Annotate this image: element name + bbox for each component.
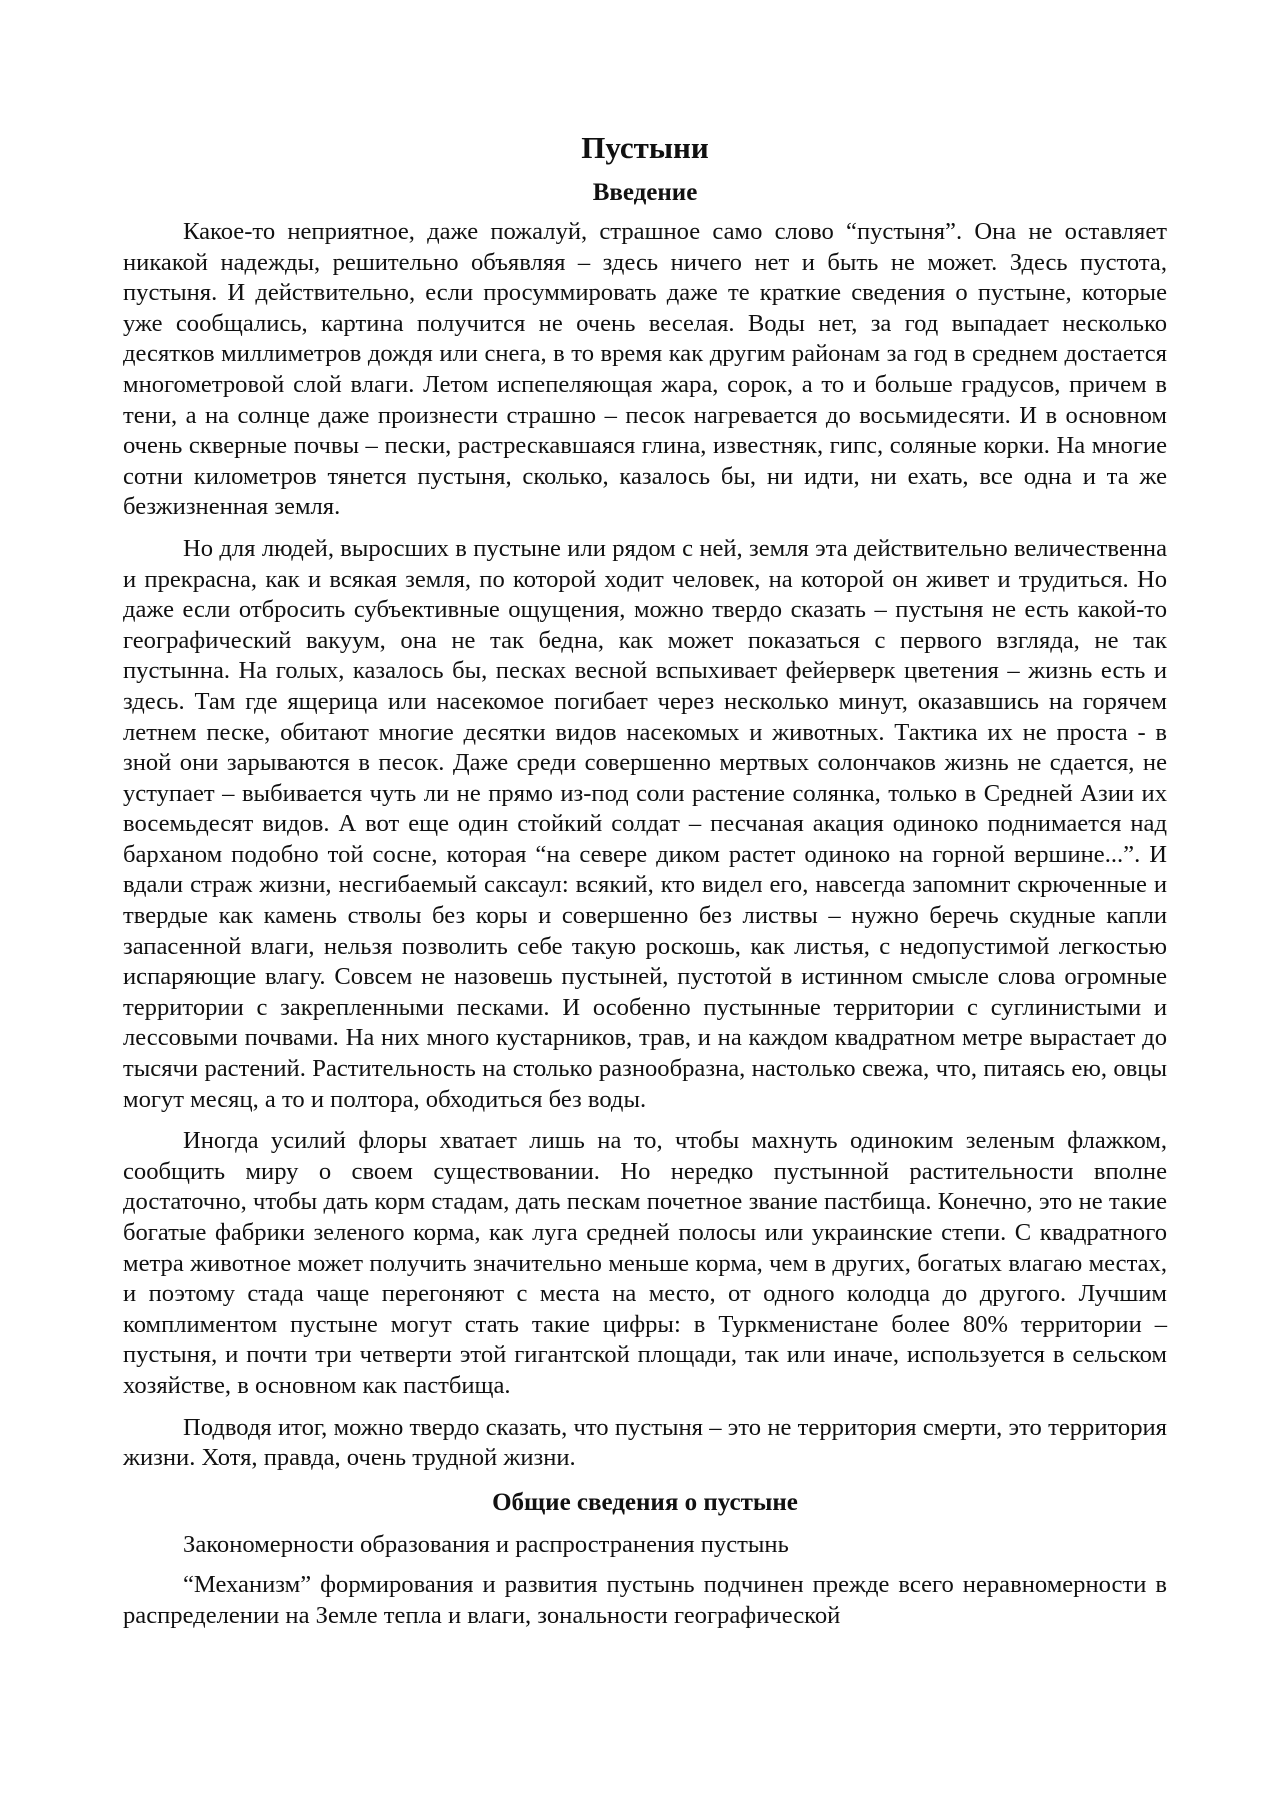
section-heading: Общие сведения о пустыне — [492, 1488, 798, 1516]
intro-paragraph-1: Какое-то неприятное, даже пожалуй, страшное само слово “пустыня”. Она не оставляет никакой надежды, решительно объявляя – здесь ничего нет и быть не может. Здесь пустота, пустыня. И действительно, если просуммировать даже те краткие сведения о пустыне, которые уже сообщались, картина получится не очень веселая. Воды нет, за год выпадает несколько десятков миллиметров дождя или снега, в то время как другим районам за год в среднем достается многометровой слой влаги. Летом испепеляющая жара, сорок, а то и больше градусов, причем в тени, а на солнце даже произнести страшно – песок нагревается до восьмидесяти. И в основном очень скверные почвы – пески, растрескавшаяся глина, известняк, гипс, соляные корки. На многие сотни километров тянется пустыня, сколько, казалось бы, ни идти, ни ехать, все одна и та же безжизненная земля. — [123, 218, 1167, 521]
document-page — [123, 118, 1167, 1632]
section-paragraph: “Механизм” формирования и развития пустынь подчинен прежде всего неравномерности в распределении на Земле тепла и влаги, зональности географической — [123, 1571, 1167, 1629]
intro-paragraph-4: Подводя итог, можно твердо сказать, что пустыня – это не территория смерти, это территория жизни. Хотя, правда, очень трудной жизни. — [123, 1413, 1167, 1472]
intro-paragraph-2: Но для людей, выросших в пустыне или рядом с ней, земля эта действительно величественна и прекрасна, как и всякая земля, по которой ходит человек, на которой он живет и трудиться. Но даже если отбросить субъективные ощущения, можно твердо сказать – пустыня не есть какой-то географический вакуум, она не так бедна, как может показаться с первого взгляда, не так пустынна. На голых, казалось бы, песках весной вспыхивает фейерверк цветения – жизнь есть и здесь. Там где ящерица или насекомое погибает через несколько минут, оказавшись на горячем летнем песке, обитают многие десятки видов насекомых и животных. Тактика их не проста - в зной они зарываются в песок. Даже среди совершенно мертвых солончаков жизнь не сдается, не уступает – выбивается чуть ли не прямо из-под соли растение солянка, только в Средней Азии их восемьдесят видов. А вот еще один стойкий солдат – песчаная акация одиноко поднимается над барханом подобно той сосне, которая “на севере диком растет одиноко на горной вершине...”. И вдали страж жизни, несгибаемый саксаул: всякий, кто видел его, навсегда запомнит скрюченные и твердые как камень стволы без коры и совершенно без листвы – нужно беречь скудные капли запасенной влаги, нельзя позволить себе такую роскошь, как листья, с недопустимой легкостью испаряющие влагу. Совсем не назовешь пустыней, пустотой в истинном смысле слова огромные территории с закрепленными песками. И особенно пустынные территории с суглинистыми и лессовыми почвами. На них много кустарников, трав, и на каждом квадратном метре вырастает до тысячи растений. Растительность на столько разнообразна, настолько свежа, что, питаясь ею, овцы могут месяц, а то и полтора, обходиться без воды. — [123, 534, 1167, 1113]
intro-paragraph-3: Иногда усилий флоры хватает лишь на то, чтобы махнуть одиноким зеленым флажком, сообщить миру о своем существовании. Но нередко пустынной растительности вполне достаточно, чтобы дать корм стадам, дать пескам почетное звание пастбища. Конечно, это не такие богатые фабрики зеленого корма, как луга средней полосы или украинские степи. С квадратного метра животное может получить значительно меньше корма, чем в других, богатых влагаю местах, и поэтому стада чаще перегоняют с места на место, от одного колодца до другого. Лучшим комплиментом пустыне могут стать такие цифры: в Туркменистане более 80% территории – пустыня, и почти три четверти этой гигантской площади, так или иначе, используется в сельском хозяйстве, в основном как пастбища. — [123, 1127, 1167, 1399]
intro-heading: Введение — [592, 179, 698, 206]
document-title: Пустыни — [581, 130, 709, 165]
subsection-heading: Закономерности образования и распространения пустынь — [183, 1530, 789, 1558]
